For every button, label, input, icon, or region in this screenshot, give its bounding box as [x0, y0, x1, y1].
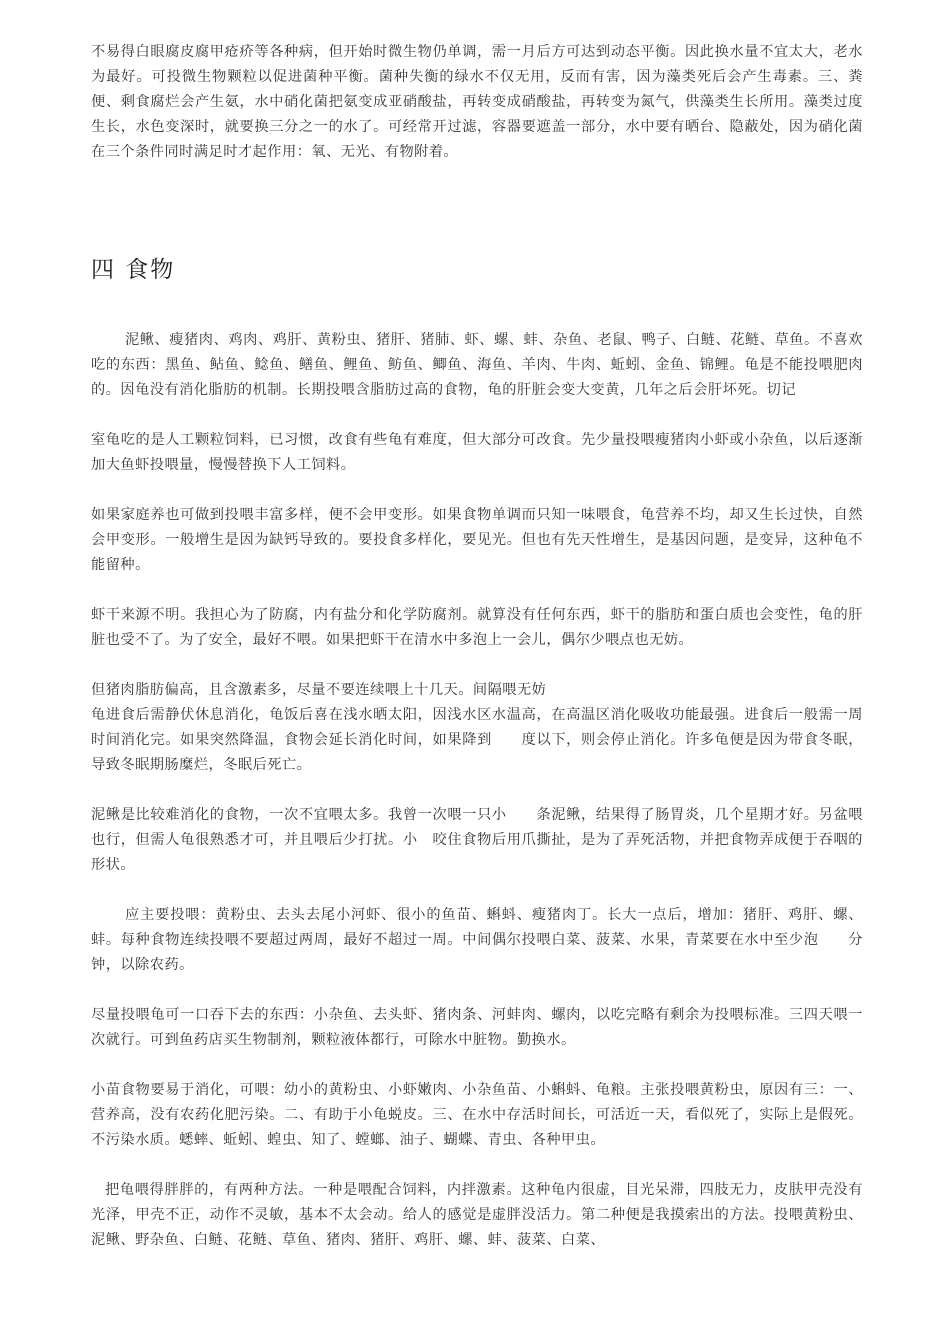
paragraph-fattening: 把龟喂得胖胖的，有两种方法。一种是喂配合饲料，内拌激素。这种龟内很虚，目光呆滞，四肢无力，皮肤甲壳没有光泽，甲壳不正，动作不灵敏，基本不太会动。给人的感觉是虚胖没活力。第二种便是我摸索出的方法。投喂黄粉虫、泥鳅、野杂鱼、白鲢、花鲢、草鱼、猪肉、猪肝、鸡肝、螺、蚌、菠菜、白菜、: [91, 1182, 863, 1248]
paragraph-loach: 泥鳅是比较难消化的食物，一次不宜喂太多。我曾一次喂一只小 条泥鳅，结果得了肠胃炎，几个星期才好。另盆喂也行，但需人龟很熟悉才可，并且喂后少打扰。小 咬住食物后用爪撕扯，是为了弄死活物，并把食物弄成便于吞咽的形状。: [91, 807, 863, 873]
paragraph-main-feeding: 应主要投喂：黄粉虫、去头去尾小河虾、很小的鱼苗、蝌蚪、瘦猪肉丁。长大一点后，增加：猪肝、鸡肝、螺、蚌。每种食物连续投喂不要超过两周，最好不超过一周。中间偶尔投喂白菜、菠菜、水果，青菜要在水中至少泡 分钟，以除农药。: [91, 907, 863, 973]
paragraph-hatchling-food: 小苗食物要易于消化，可喂：幼小的黄粉虫、小虾嫩肉、小杂鱼苗、小蝌蚪、龟粮。主张投喂黄粉虫，原因有三：一、营养高，没有农药化肥污染。二、有助于小龟蜕皮。三、在水中存活时间长，可活近一天，看似死了，实际上是假死。不污染水质。蟋蟀、蚯蚓、蝗虫、知了、螳螂、油子、蝴蝶、青虫、各种甲虫。: [91, 1082, 863, 1148]
paragraph-pork-fat: 但猪肉脂肪偏高，且含激素多，尽量不要连续喂上十几天。间隔喂无妨: [91, 682, 547, 698]
section-heading-food: 四 食物: [91, 257, 176, 283]
paragraph-food-list: 泥鳅、瘦猪肉、鸡肉、鸡肝、黄粉虫、猪肝、猪肺、虾、螺、蚌、杂鱼、老鼠、鸭子、白鲢、花鲢、草鱼。不喜欢吃的东西：黑鱼、鲇鱼、鲶鱼、鳝鱼、鲤鱼、鲂鱼、鲫鱼、海鱼、羊肉、牛肉、蚯蚓、金鱼、锦鲤。龟是不能投喂肥肉的。因龟没有消化脂肪的机制。长期投喂含脂肪过高的食物，龟的肝脏会变大变黄，几年之后会肝坏死。切记: [91, 332, 863, 398]
document-page: [91, 40, 863, 1253]
paragraph-indoor-turtle-diet: 室龟吃的是人工颗粒饲料，已习惯，改食有些龟有难度，但大部分可改食。先少量投喂瘦猪肉小虾或小杂鱼，以后逐渐加大鱼虾投喂量，慢慢替换下人工饲料。: [91, 432, 863, 473]
paragraph-water-quality: 不易得白眼腐皮腐甲疮疥等各种病，但开始时微生物仍单调，需一月后方可达到动态平衡。因此换水量不宜太大，老水为最好。可投微生物颗粒以促进菌种平衡。菌种失衡的绿水不仅无用，反而有害，因为藻类死后会产生毒素。三、粪便、剩食腐烂会产生氨，水中硝化菌把氨变成亚硝酸盐，再转变成硝酸盐，再转变为氮气，供藻类生长所用。藻类过度生长，水色变深时，就要换三分之一的水了。可经常开过滤，容器要遮盖一部分，水中要有晒台、隐蔽处，因为硝化菌在三个条件同时满足时才起作用：氧、无光、有物附着。: [91, 44, 863, 160]
paragraph-shell-deformation: 如果家庭养也可做到投喂丰富多样，便不会甲变形。如果食物单调而只知一味喂食，龟营养不均，却又生长过快，自然会甲变形。一般增生是因为缺钙导致的。要投食多样化，要见光。但也有先天性增生，是基因问题，是变异，这种龟不能留种。: [91, 507, 863, 573]
paragraph-whole-food: 尽量投喂龟可一口吞下去的东西：小杂鱼、去头虾、猪肉条、河蚌肉、螺肉，以吃完略有剩余为投喂标准。三四天喂一次就行。可到鱼药店买生物制剂，颗粒液体都行，可除水中脏物。勤换水。: [91, 1007, 863, 1048]
paragraph-dried-shrimp: 虾干来源不明。我担心为了防腐，内有盐分和化学防腐剂。就算没有任何东西，虾干的脂肪和蛋白质也会变性，龟的肝脏也受不了。为了安全，最好不喂。如果把虾干在清水中多泡上一会儿，偶尔少喂点也无妨。: [91, 607, 863, 648]
paragraph-digestion: 龟进食后需静伏休息消化，龟饭后喜在浅水晒太阳，因浅水区水温高，在高温区消化吸收功能最强。进食后一般需一周时间消化完。如果突然降温，食物会延长消化时间，如果降到 度以下，则会停止消化。许多龟便是因为带食冬眠，导致冬眠期肠糜烂，冬眠后死亡。: [91, 707, 863, 773]
